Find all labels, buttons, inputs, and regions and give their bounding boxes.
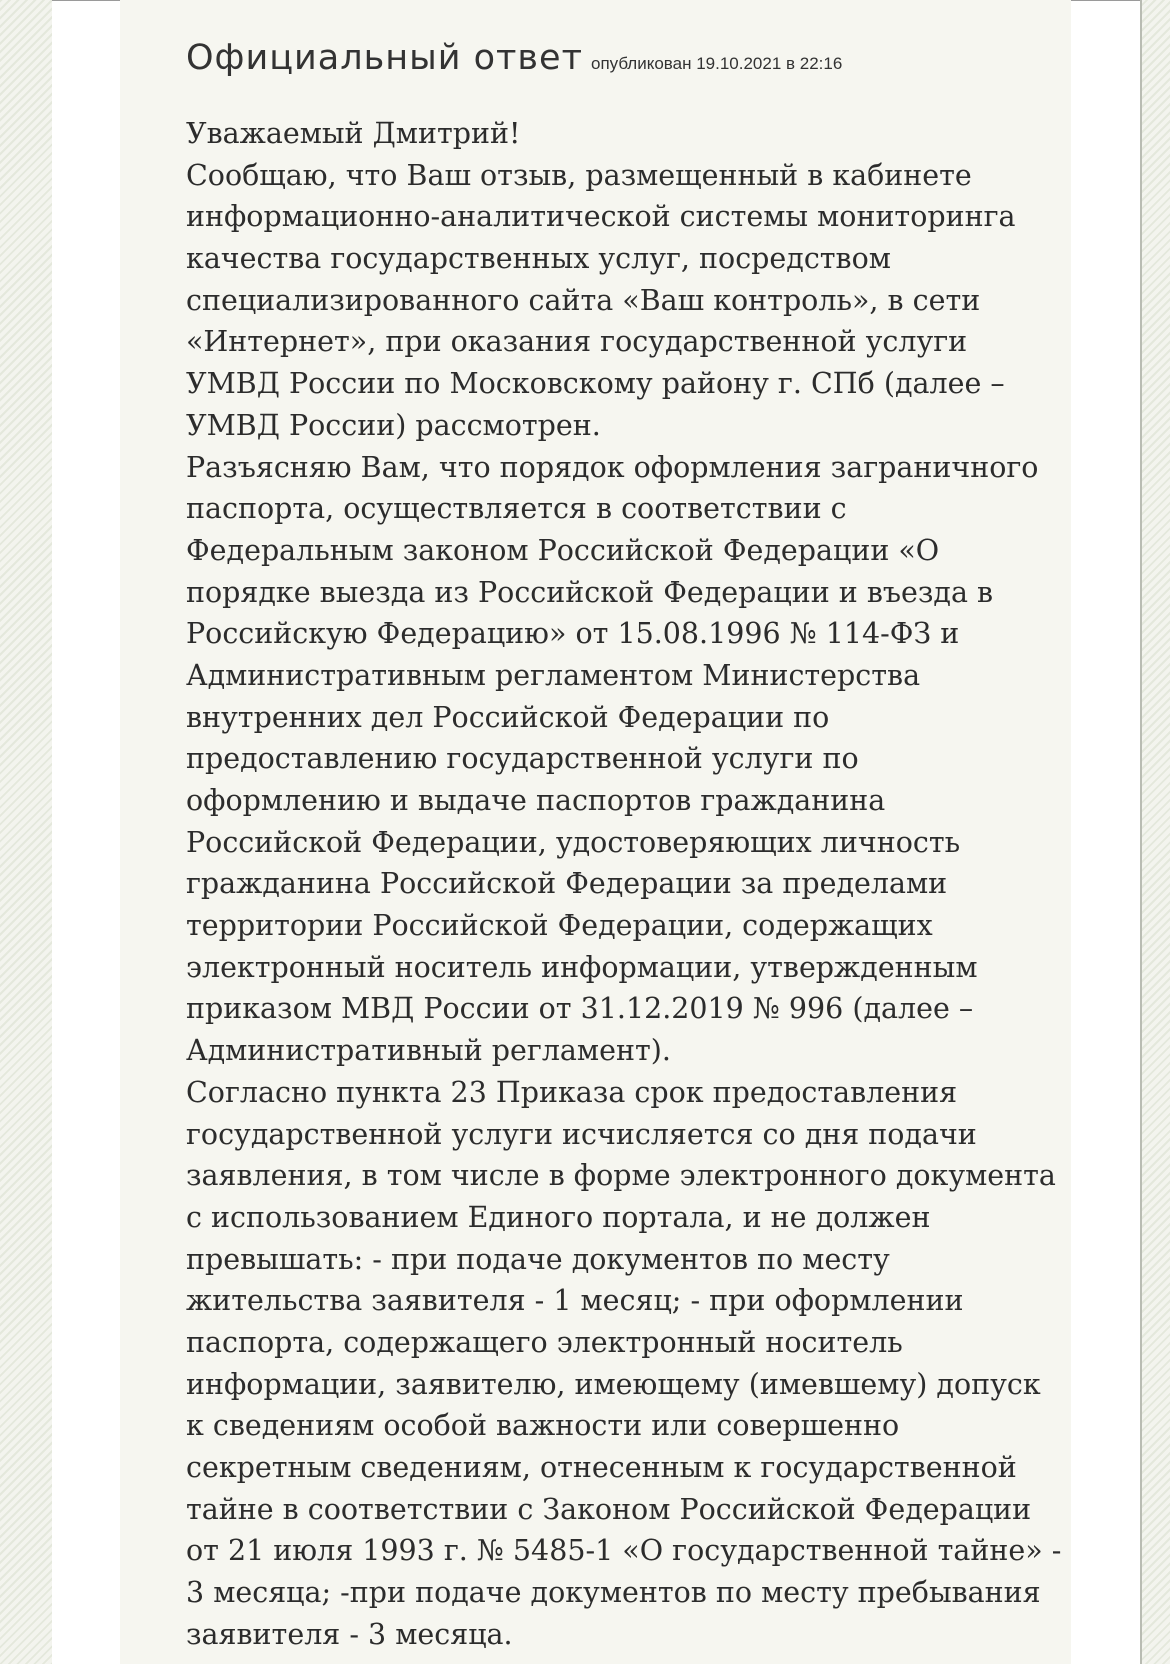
answer-text-line: специализированного сайта «Ваш контроль», в сети <box>186 283 981 317</box>
answer-text-line: Согласно пункта 23 Приказа срок предоставления <box>186 1075 958 1109</box>
answer-text-line: с использованием Единого портала, и не должен <box>186 1200 931 1234</box>
answer-text-line: Российскую Федерацию» от 15.08.1996 № 114-ФЗ и <box>186 617 960 651</box>
answer-text-line: Разъясняю Вам, что порядок оформления заграничного <box>186 450 1039 484</box>
answer-text-line: Уважаемый Дмитрий! <box>186 117 521 150</box>
answer-text-line: заявителя - 3 месяца. <box>186 1617 513 1651</box>
answer-text-line: секретным сведениям, отнесенным к государственной <box>186 1451 1017 1484</box>
answer-text-line: информационно-аналитической системы мониторинга <box>186 200 1016 234</box>
answer-published-date: опубликован 19.10.2021 в 22:16 <box>590 54 843 73</box>
answer-text-line: Российской Федерации, удостоверяющих личность <box>186 825 961 859</box>
answer-text-line: жительства заявителя - 1 месяц; - при оформлении <box>186 1284 964 1318</box>
answer-text-line: Административный регламент). <box>186 1034 671 1068</box>
answer-text-line: Административным регламентом Министерства <box>186 658 921 692</box>
answer-text-line: 3 месяца; -при подаче документов по месту пребывания <box>186 1576 1041 1610</box>
answer-text-line: информации, заявителю, имеющему (имевшему) допуск <box>186 1367 1041 1401</box>
answer-text-line: паспорта, содержащего электронный носитель <box>186 1325 903 1359</box>
answer-text-line: предоставлению государственной услуги по <box>186 742 859 776</box>
answer-text-line: электронный носитель информации, утвержденным <box>186 950 978 984</box>
answer-text-line: Федеральным законом Российской Федерации «О <box>186 533 940 567</box>
answer-text-line: Сообщаю, что Ваш отзыв, размещенный в кабинете <box>186 158 972 192</box>
answer-text-line: качества государственных услуг, посредством <box>186 242 891 276</box>
official-answer-card <box>120 0 1071 1664</box>
answer-text-line: заявления, в том числе в форме электронного документа <box>186 1159 1056 1193</box>
answer-text-line: внутренних дел Российской Федерации по <box>186 700 830 734</box>
answer-text-line: от 21 июля 1993 г. № 5485-1 «О государственной тайне» - <box>186 1534 1062 1568</box>
answer-text-line: приказом МВД России от 31.12.2019 № 996 (далее – <box>186 992 974 1026</box>
answer-text-line: оформлению и выдаче паспортов гражданина <box>186 784 886 817</box>
answer-text-line: тайне в соответствии с Законом Российской Федерации <box>186 1492 1032 1526</box>
answer-text <box>186 113 1062 1655</box>
answer-text-line: «Интернет», при оказания государственной услуги <box>186 325 968 359</box>
answer-text-line: УМВД России) рассмотрен. <box>186 408 601 442</box>
answer-header <box>186 38 842 78</box>
answer-text-line: государственной услуги исчисляется со дня подачи <box>186 1117 977 1151</box>
right-border <box>1140 0 1142 1664</box>
answer-title: Официальный ответ <box>186 38 583 78</box>
answer-text-line: паспорта, осуществляется в соответствии с <box>186 492 847 526</box>
answer-text-line: порядке выезда из Российской Федерации и въезда в <box>186 575 994 609</box>
answer-text-line: УМВД России по Московскому району г. СПб (далее – <box>186 367 1005 401</box>
answer-text-line: превышать: - при подаче документов по месту <box>186 1242 890 1276</box>
answer-text-line: гражданина Российской Федерации за пределами <box>186 867 948 901</box>
answer-text-line: к сведениям особой важности или совершенно <box>186 1409 900 1443</box>
answer-text-line: территории Российской Федерации, содержащих <box>186 909 933 943</box>
